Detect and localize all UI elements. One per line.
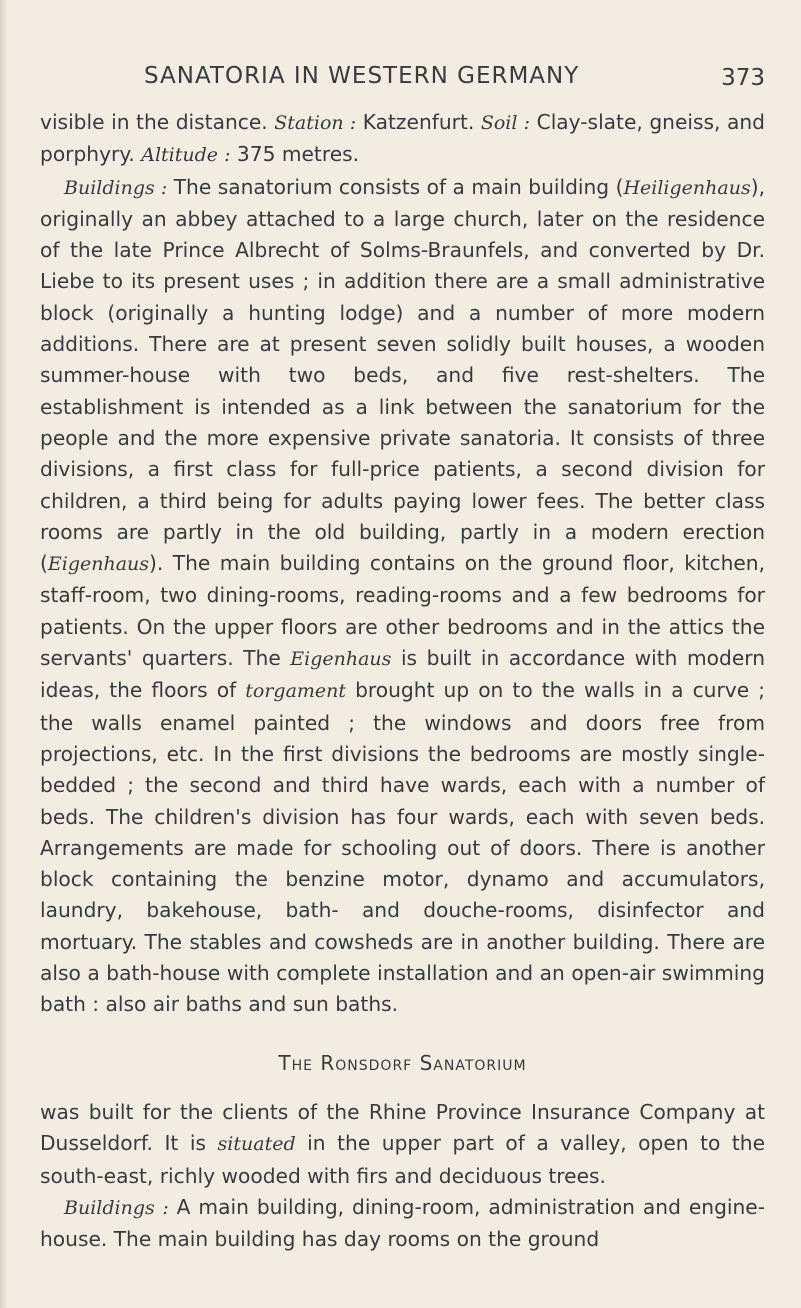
page-body	[40, 107, 765, 1255]
text-run: ). The main building contains on the ground floor, kitchen, staff-room, two dining-rooms, reading-rooms and a few bedrooms for patients. On the upper floors are other bedrooms and in the attics the servants' quarters. The	[40, 551, 765, 671]
page-binding-edge	[0, 0, 7, 1308]
section-heading-text: The Ronsdorf Sanatorium	[278, 1050, 527, 1075]
altitude-label: Altitude :	[141, 144, 231, 167]
paragraph-buildings	[40, 172, 765, 1021]
paragraph-ronsdorf-intro	[40, 1097, 765, 1192]
text-run: Katzenfurt.	[356, 110, 481, 134]
text-run: in the upper part of a valley, open to the south-east, richly wooded with firs and deciduous trees.	[40, 1131, 766, 1188]
eigenhaus-term: Eigenhaus	[290, 648, 392, 671]
situated-term: situated	[217, 1133, 296, 1156]
text-run: The sanatorium consists of a main building (	[167, 174, 624, 199]
text-run: was built for the clients of the Rhine Province Insurance Company at Dusseldorf. It is	[40, 1099, 765, 1156]
page-header	[40, 63, 765, 97]
text-run: is built in accordance with modern ideas, the floors of	[40, 646, 765, 703]
running-title: SANATORIA IN WESTERN GERMANY	[144, 63, 580, 89]
station-label: Station :	[274, 112, 357, 134]
eigenhaus-term: Eigenhaus	[47, 553, 150, 576]
section-heading	[40, 1048, 765, 1079]
text-run: Clay-slate, gneiss, and porphyry.	[40, 110, 765, 167]
soil-label: Soil :	[480, 112, 531, 134]
torgament-term: torgament	[245, 680, 347, 703]
text-run: brought up on to the walls in a curve ; the walls enamel painted ; the windows and doors free from projections, etc. In the first divisions the bedrooms are mostly single-bedded ; the second and third have wards, each with a number of beds. The children's division has four wards, each with seven beds. Arrangements are made for schooling out of doors. There is another block containing the benzine motor, dynamo and accumulators, laundry, bakehouse, bath- and douche-rooms, disinfector and mortuary. The stables and cowsheds are in another building. There are also a bath-house with complete installation and an open-air swimming bath : also air baths and sun baths.	[40, 678, 766, 1017]
paragraph-station-soil-altitude	[40, 107, 765, 172]
text-run: A main building, dining-room, administration and engine-house. The main building has day rooms on the ground	[40, 1194, 765, 1252]
heiligenhaus-term: Heiligenhaus	[623, 176, 751, 199]
page-number: 373	[721, 65, 765, 91]
buildings-label: Buildings :	[64, 176, 168, 199]
text-run: 375 metres.	[230, 142, 360, 167]
paragraph-ronsdorf-buildings	[40, 1192, 765, 1256]
text-run: visible in the distance.	[40, 110, 275, 134]
text-run: ), originally an abbey attached to a large church, later on the residence of the late Prince Albrecht of Solms-Braunfels, and converted by Dr. Liebe to its present uses ; in addition there are a small administrative block (originally a hunting lodge) and a number of more modern additions. There are at present seven solidly built houses, a wooden summer-house with two beds, and five rest-shelters. The establishment is intended as a link between the sanatorium for the people and the more expensive private sanatoria. It consists of three divisions, a first class for full-price patients, a second division for children, a third being for adults paying lower fees. The better class rooms are partly in the old building, partly in a modern erection (	[40, 174, 765, 576]
buildings-label: Buildings :	[64, 1196, 169, 1219]
